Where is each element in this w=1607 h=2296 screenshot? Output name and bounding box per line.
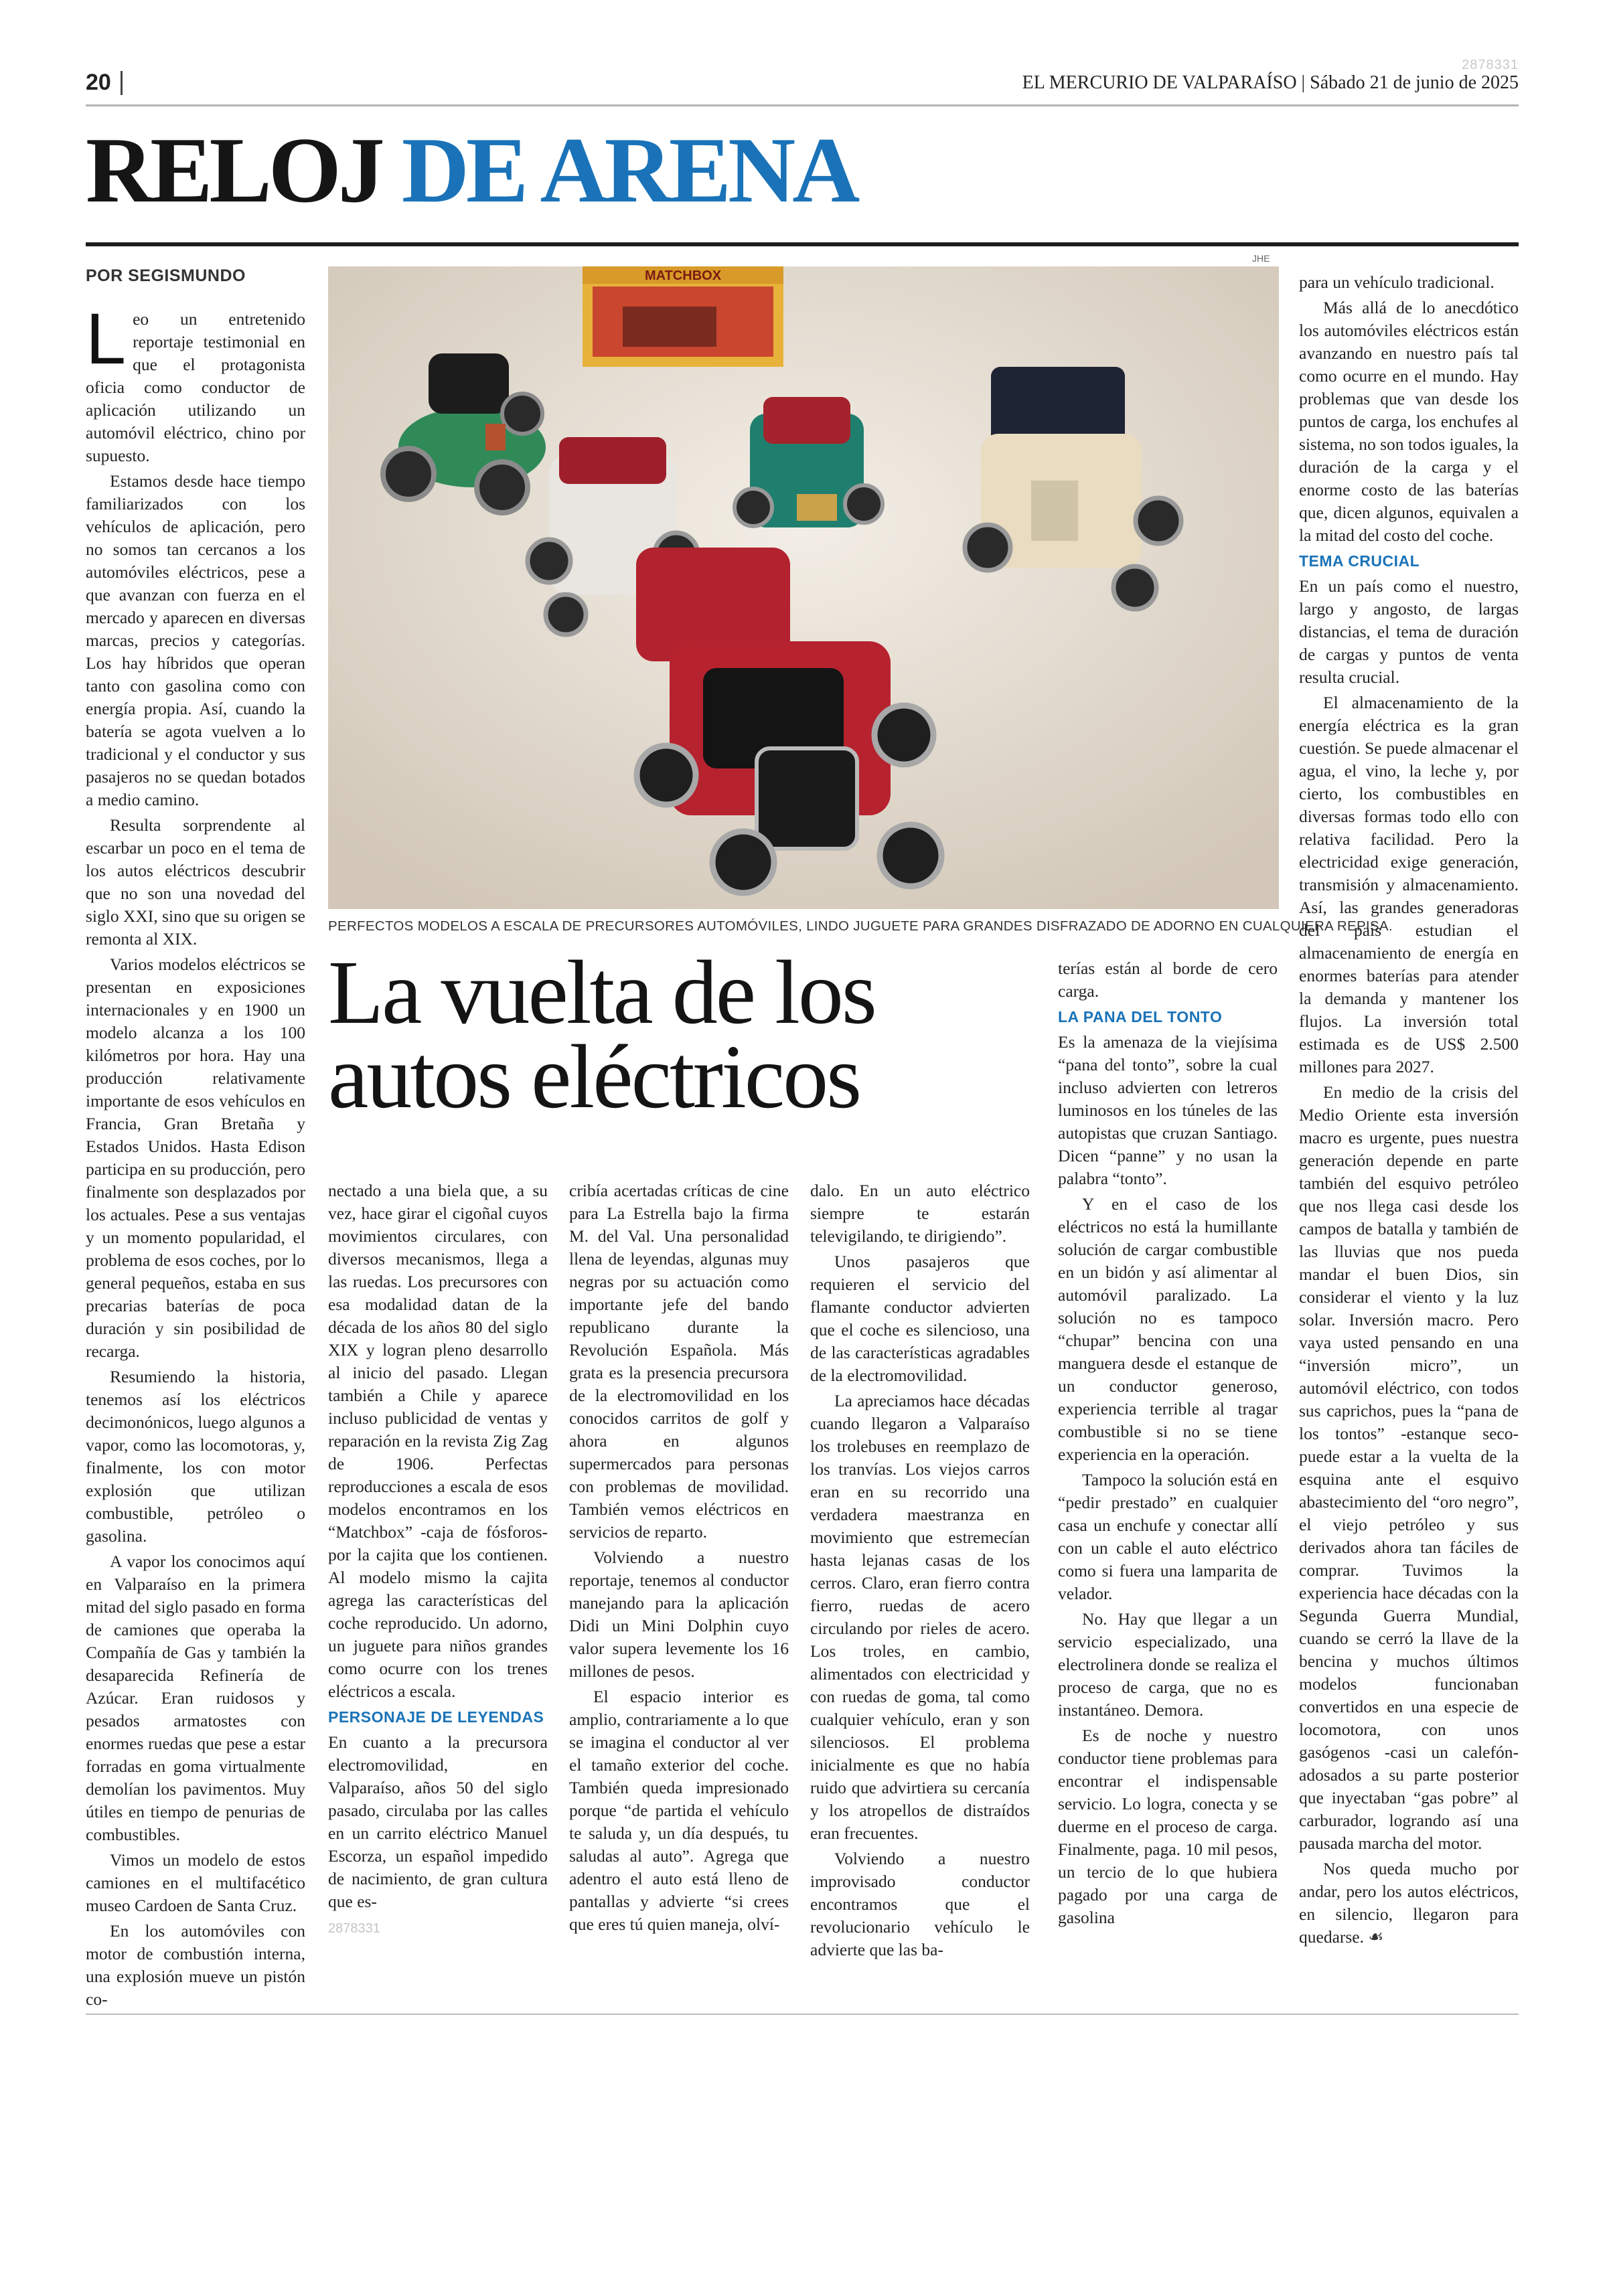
- paragraph: Resulta sorprendente al escarbar un poco en el tema de los autos eléctricos descubrir que no son una novedad del siglo XXI, sino que su origen se remonta al XIX.: [86, 815, 305, 949]
- paragraph: La apreciamos hace décadas cuando llegaron a Valparaíso los trolebuses en reemplazo de los tranvías. Los viejos carros eran en su recorrido una verdadera maestranza en movimiento que estremecían hasta lejanas casas de los cerros. Claro, eran fierro contra fierro, ruedas de acero circulando por rieles de acero. Los troles, en cambio, alimentados con electricidad y con ruedas de goma, tal como cualquier vehículo, eran y son silenciosos. El problema inicialmente es que no había ruido que advirtiera su cercanía y los atropellos de distraídos eran frecuentes.: [810, 1391, 1030, 1843]
- paragraph: En cuanto a la precursora electromovilidad, en Valparaíso, años 50 del siglo pasado, circulaba por las calles en un carrito eléctrico Manuel Escorza, un español impedido de nacimiento, de gran cultura que es-: [328, 1732, 548, 1911]
- matchbox-label: MATCHBOX: [644, 268, 722, 283]
- article-column-1: [86, 298, 305, 2014]
- article-column-5: [1058, 957, 1278, 1932]
- paragraph: Más allá de lo anecdótico los automóviles eléctricos están avanzando en nuestro país tal como ocurre en el mundo. Hay problemas que van desde los puntos de carga, los enchufes al sistema, no son todos iguales, la duración de la carga y el enorme costo de las baterías que, dicen algunos, equivalen a la mitad del costo del coche.: [1299, 298, 1519, 545]
- byline: POR SEGISMUNDO: [86, 266, 246, 285]
- section-rule: [86, 242, 1519, 246]
- paragraph: En los automóviles con motor de combustión interna, una explosión mueve un pistón co-: [86, 1921, 305, 2009]
- subhead-tema: TEMA CRUCIAL: [1299, 552, 1420, 570]
- paragraph: Leo un entretenido reportaje testimonial en que el protagonista oficia como conductor de aplicación utilizando un automóvil eléctrico, chino por supuesto.: [86, 298, 305, 465]
- photo-credit: JHE: [1252, 253, 1270, 264]
- header-divider: [121, 71, 123, 95]
- paragraph: Es de noche y nuestro conductor tiene problemas para encontrar el indispensable servicio. Lo logra, conecta y se duerme en el proceso de carga. Finalmente, paga. 10 mil pesos, un tercio de lo que hubiera pagado por una carga de gasolina: [1058, 1726, 1278, 1927]
- bottom-rule: [86, 2014, 1519, 2015]
- section-title-word1: RELOJ: [86, 118, 382, 222]
- paragraph: El espacio interior es amplio, contrariamente a lo que se imagina el conductor al ver el tamaño exterior del coche. También queda impresionado porque “de partida el vehículo te saluda y, un día después, tu saludas al auto”. Agrega que adentro el auto está lleno de pantallas y advierte “si crees que eres tú quien maneja, olví-: [569, 1687, 789, 1934]
- photo-caption: PERFECTOS MODELOS A ESCALA DE PRECURSORES AUTOMÓVILES, LINDO JUGUETE PARA GRANDES DISFRAZADO DE ADORNO EN CUALQUIERA REPISA.: [328, 918, 1393, 934]
- paragraph: A vapor los conocimos aquí en Valparaíso en la primera mitad del siglo pasado en forma de camiones que operaba la Compañía de Gas y también la desaparecida Refinería de Azúcar. Eran ruidosos y pesados armatostes con enormes ruedas que pese a estar forradas en goma virtualmente demolían los pavimentos. Muy útiles en tiempo de penurias de combustibles.: [86, 1552, 305, 1844]
- paragraph: El almacenamiento de la energía eléctrica es la gran cuestión. Se puede almacenar el agua, el vino, la leche y, por cierto, los combustibles en diversas formas todo ello con relativa facilidad. Pero la electricidad exige generación, transmisión y almacenamiento. Así, las grandes generadoras del país estudian el almacenamiento de energía en enormes baterías para atender la demanda y mantener los flujos. La inversión total estimada es de US$ 2.500 millones para 2027.: [1299, 693, 1519, 1076]
- watermark-id-mid: 2878331: [328, 1921, 380, 1936]
- paragraph: Es la amenaza de la viejísima “pana del tonto”, sobre la cual incluso advierten con letreros luminosos en los túneles de las autopistas que cruzan Santiago. Dicen “panne” y no usan la palabra “tonto”.: [1058, 1032, 1278, 1188]
- paragraph: Y en el caso de los eléctricos no está la humillante solución de cargar combustible en un bidón y así alimentar al automóvil paralizado. La solución no es tampoco “chupar” bencina con una manguera desde el estanque de un conductor generoso, experiencia terrible al tragar combustible si no se tiene experiencia en la operación.: [1058, 1194, 1278, 1464]
- paragraph: nectado a una biela que, a su vez, hace girar el cigoñal cuyos movimientos circulares, con diversos mecanismos, llega a las ruedas. Los precursores con esa modalidad datan de la década de los años 80 del siglo XIX y logran pleno desarrollo al inicio del pasado. Llegan también a Chile y aparece incluso publicidad de ventas y reparación en la revista Zig Zag de 1906. Perfectas reproducciones a escala de esos modelos encontramos en los “Matchbox” -caja de fósforos- por la cajita que los contienen. Al modelo mismo la cajita agrega las características del coche reproducido. Un adorno, un juguete para niños grandes como ocurre con los trenes eléctricos a escala.: [328, 1181, 548, 1701]
- paragraph: Unos pasajeros que requieren el servicio del flamante conductor advierten que el coche es silencioso, una de las características agradables de la electromovilidad.: [810, 1252, 1030, 1385]
- toy-cars-illustration: [328, 266, 1279, 909]
- paragraph: En un país como el nuestro, largo y angosto, de largas distancias, el tema de duración de cargas y puntos de venta resulta crucial.: [1299, 576, 1519, 687]
- paragraph: cribía acertadas críticas de cine para La Estrella bajo la firma M. del Val. Una personalidad llena de leyendas, algunas muy negras por su actuación como importante jefe del bando republicano durante la Revolución Española. Más grata es la presencia precursora de la electromovilidad en los conocidos carritos de golf y ahora en algunos supermercados para personas con problemas de movilidad. También vemos eléctricos en servicios de reparto.: [569, 1181, 789, 1542]
- article-column-3: [569, 1179, 789, 1939]
- paragraph: Resumiendo la historia, tenemos así los eléctricos decimonónicos, luego algunos a vapor, como las locomotoras, y, finalmente, los con motor explosión que utilizan combustible, petróleo o gasolina.: [86, 1367, 305, 1546]
- watermark-id: 2878331: [1462, 58, 1519, 72]
- paragraph: Tampoco la solución está en “pedir prestado” en cualquier casa un enchufe y conectar allí con un cable el auto eléctrico como si fuera una lamparita de velador.: [1058, 1470, 1278, 1603]
- subhead-personaje: PERSONAJE DE LEYENDAS: [328, 1708, 544, 1726]
- section-title: [86, 118, 857, 222]
- subhead-pana: LA PANA DEL TONTO: [1058, 1008, 1223, 1026]
- paragraph: Volviendo a nuestro reportaje, tenemos al conductor manejando para la aplicación Didi un Mini Dolphin cuyo valor supera levemente los 16 millones de pesos.: [569, 1548, 789, 1681]
- article-column-2: [328, 1179, 548, 1940]
- publication-dateline: EL MERCURIO DE VALPARAÍSO | Sábado 21 de junio de 2025: [1022, 72, 1519, 93]
- article-column-4: [810, 1179, 1030, 1964]
- paragraph: terías están al borde de cero carga.: [1058, 959, 1278, 1001]
- paragraph: Estamos desde hace tiempo familiarizados con los vehículos de aplicación, pero no somos tan cercanos a los automóviles eléctricos, pese a que avanzan con fuerza en el mercado y aparecen en diversas marcas, precios y categorías. Los hay híbridos que operan tanto con gasolina como con energía propia. Así, cuando la batería se agota vuelven a lo tradicional y el conductor y sus pasajeros no se quedan botados a medio camino.: [86, 471, 305, 809]
- paragraph: para un vehículo tradicional.: [1299, 272, 1495, 292]
- paragraph: Varios modelos eléctricos se presentan en exposiciones internacionales y en 1900 un modelo alcanza a los 100 kilómetros por hora. Hay una producción relativamente importante de esos vehículos en Francia, Gran Bretaña y Estados Unidos. Hasta Edison participa en su producción, pero finalmente son desplazados por los actuales. Pese a sus ventajas y un momento popularidad, el problema de esos coches, por lo general pequeños, estaba en sus precarias baterías de poca duración y sin posibilidad de recarga.: [86, 955, 305, 1361]
- paragraph: No. Hay que llegar a un servicio especializado, una electrolinera donde se realiza el proceso de carga, que no es instantáneo. Demora.: [1058, 1609, 1278, 1720]
- page-header: [86, 58, 1519, 106]
- paragraph: Nos queda mucho por andar, pero los autos eléctricos, en silencio, llegaron para quedarse. ☙: [1299, 1859, 1519, 1947]
- paragraph: Volviendo a nuestro improvisado conductor encontramos que el revolucionario vehículo le advierte que las ba-: [810, 1849, 1030, 1959]
- article-photo: [328, 266, 1279, 909]
- end-mark-icon: ☙: [1368, 1927, 1384, 1947]
- matchbox-box: [583, 266, 783, 367]
- section-title-word2: DE ARENA: [401, 118, 857, 222]
- paragraph: En medio de la crisis del Medio Oriente esta inversión macro es urgente, pues nuestra generación depende en parte también del esquivo petróleo que nos llega casi desde los campos de batalla y también de las lluvias que nos pueda mandar el buen Dios, sin considerar el viento y la luz solar. Inversión macro. Pero vaya usted pensando en una “inversión micro”, un automóvil eléctrico, con todos sus caprichos, pues la “pana de los tontos” -estanque seco- puede estar a la vuelta de la esquina ante el esquivo abastecimiento del “oro negro”, el viejo petróleo y sus derivados ahora tan fáciles de comprar. Tuvimos la experiencia hace décadas con la Segunda Guerra Mundial, cuando se cerró la llave de la bencina y muchos últimos modelos funcionaban convertidos en una especie de locomotora, con unos gasógenos -casi un calefón- adosados a su parte posterior que inyectaban “gas pobre” al carburador, logrando así una pausada marcha del motor.: [1299, 1082, 1519, 1853]
- article-column-6: [1299, 271, 1519, 1951]
- page-number: 20: [86, 70, 111, 95]
- headline: La vuelta de los autos eléctricos: [328, 942, 875, 1127]
- paragraph: Vimos un modelo de estos camiones en el multifacético museo Cardoen de Santa Cruz.: [86, 1850, 305, 1915]
- paragraph: dalo. En un auto eléctrico siempre te estarán televigilando, te dirigiendo”.: [810, 1181, 1030, 1246]
- drop-cap: L: [86, 298, 127, 379]
